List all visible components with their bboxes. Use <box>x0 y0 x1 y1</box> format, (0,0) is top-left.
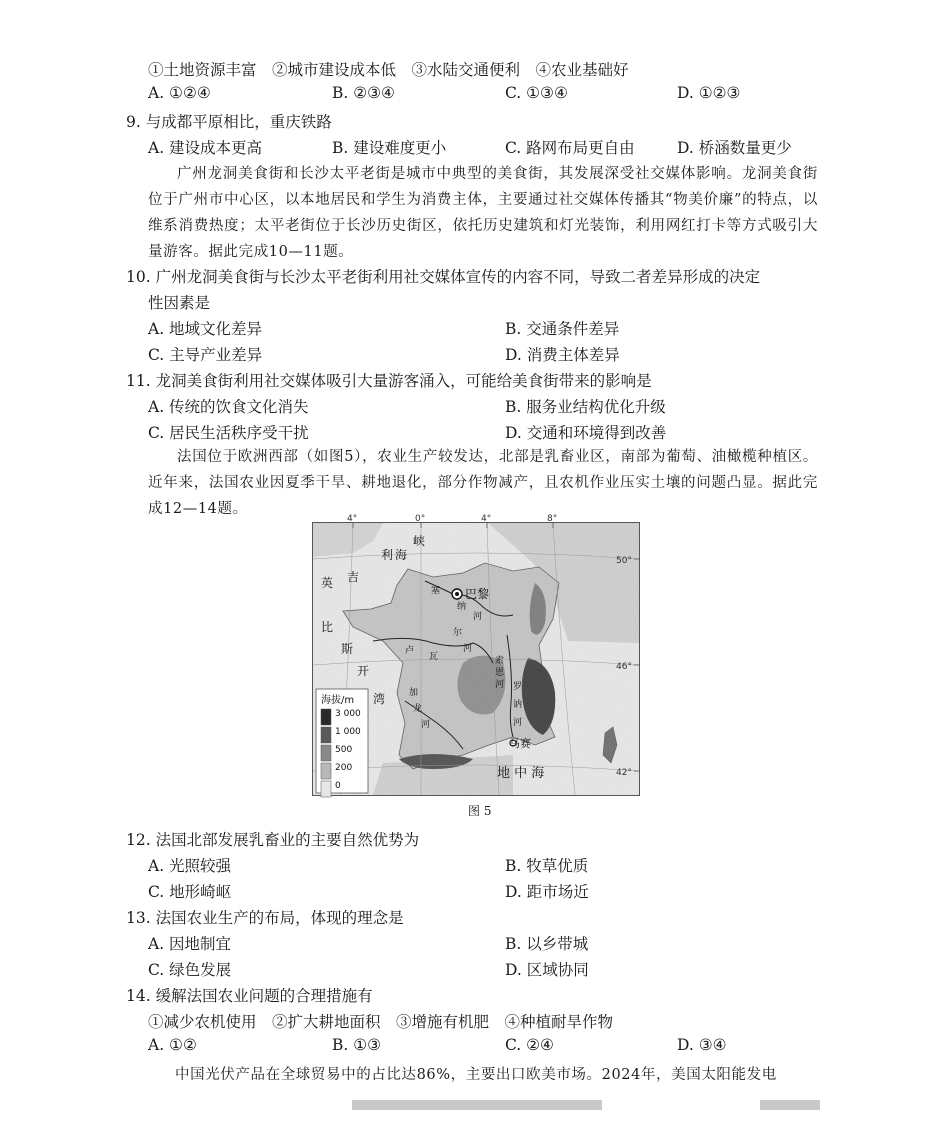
q11-option-b: B. 服务业结构优化升级 <box>505 398 666 416</box>
legend-swatches <box>321 709 331 797</box>
q12-option-a: A. 光照较强 <box>148 857 232 875</box>
q9-option-a: A. 建设成本更高 <box>148 139 263 157</box>
q10-option-b: B. 交通条件差异 <box>505 320 620 338</box>
lon-label-8e: 8° <box>547 514 558 524</box>
q12-option-b: B. 牧草优质 <box>505 857 589 875</box>
q14-option-c: C. ②④ <box>505 1036 554 1054</box>
q11-stem: 11. 龙洞美食街利用社交媒体吸引大量游客涌入，可能给美食街带来的影响是 <box>126 372 652 390</box>
q10-option-c: C. 主导产业差异 <box>148 346 263 364</box>
q9-option-d: D. 桥涵数量更少 <box>677 139 792 157</box>
label-garonne-2: 龙 <box>413 704 423 714</box>
q8-statements: ①土地资源丰富 ②城市建设成本低 ③水陆交通便利 ④农业基础好 <box>148 61 629 79</box>
q12-option-c: C. 地形崎岖 <box>148 883 232 901</box>
paris-marker-dot <box>455 592 459 596</box>
passage-10-11-text: 广州龙洞美食街和长沙太平老街是城市中典型的美食街，其发展深受社交媒体影响。龙洞美食街位于广州市中心区，以本地居民和学生为消费主体，主要通过社交媒体传播其“物美价廉”的特点，以维系消费热度；太平老街位于长沙历史街区，依托历史建筑和灯光装饰，利用网红打卡等方式吸引大量游客。据此完成10—11题。 <box>148 166 818 260</box>
legend-swatch <box>321 709 331 725</box>
legend-title: 海拔/m <box>321 695 355 706</box>
label-loire-4: 河 <box>463 644 473 654</box>
lon-label-4e: 4° <box>481 514 492 524</box>
label-garonne-1: 加 <box>409 688 419 698</box>
q14-option-b: B. ①③ <box>332 1036 382 1054</box>
legend-value-1000: 1 000 <box>335 727 361 737</box>
france-map-svg <box>313 514 639 795</box>
q9-option-c: C. 路网布局更自由 <box>505 139 635 157</box>
q14-option-a: A. ①② <box>148 1036 197 1054</box>
page-footer-blurred <box>352 1100 602 1110</box>
lon-label-0: 0° <box>415 514 426 524</box>
q14-stem: 14. 缓解法国农业问题的合理措施有 <box>126 987 373 1005</box>
q8-option-c: C. ①③④ <box>505 84 568 102</box>
passage-12-14 <box>148 444 818 522</box>
q14-option-d: D. ③④ <box>677 1036 727 1054</box>
label-biscay-2: 斯 <box>341 642 354 656</box>
elevation-legend <box>316 689 368 797</box>
passage-10-11 <box>148 161 818 265</box>
label-seine-1: 塞 <box>431 586 441 596</box>
q14-statements: ①减少农机使用 ②扩大耕地面积 ③增施有机肥 ④种植耐旱作物 <box>148 1013 614 1031</box>
q8-option-d: D. ①②③ <box>677 84 741 102</box>
q8-option-b: B. ②③④ <box>332 84 395 102</box>
figure-caption: 图 5 <box>468 804 492 818</box>
label-rhone-3: 河 <box>513 718 523 728</box>
legend-value-200: 200 <box>335 763 353 773</box>
label-loire-1: 卢 <box>405 646 415 656</box>
q9-stem: 9. 与成都平原相比，重庆铁路 <box>126 113 332 131</box>
legend-value-500: 500 <box>335 745 353 755</box>
q11-option-d: D. 交通和环境得到改善 <box>505 424 667 442</box>
label-paris: 巴黎 <box>465 587 490 601</box>
passage-next-start: 中国光伏产品在全球贸易中的占比达86%，主要出口欧美市场。2024年，美国太阳能发电 <box>175 1067 777 1083</box>
q12-stem: 12. 法国北部发展乳畜业的主要自然优势为 <box>126 831 420 849</box>
label-biscay-4: 湾 <box>373 692 386 706</box>
q13-stem: 13. 法国农业生产的布局，体现的理念是 <box>126 909 404 927</box>
label-biscay-3: 开 <box>357 664 370 678</box>
q10-stem-line2: 性因素是 <box>148 294 211 312</box>
q9-option-b: B. 建设难度更小 <box>332 139 447 157</box>
lon-label-4w: 4° <box>347 514 358 524</box>
label-saone-2: 恩 <box>495 668 505 678</box>
label-channel-5: 峡 <box>413 534 426 548</box>
legend-swatch <box>321 763 331 779</box>
q11-option-c: C. 居民生活秩序受干扰 <box>148 424 309 442</box>
q8-option-a: A. ①②④ <box>148 84 211 102</box>
legend-swatch <box>321 727 331 743</box>
label-channel-4: 海 <box>395 548 408 562</box>
q13-option-b: B. 以乡带城 <box>505 935 589 953</box>
q11-option-a: A. 传统的饮食文化消失 <box>148 398 309 416</box>
label-seine-3: 河 <box>473 612 483 622</box>
q13-option-c: C. 绿色发展 <box>148 961 232 979</box>
passage-12-14-text: 法国位于欧洲西部（如图5），农业生产较发达，北部是乳畜业区，南部为葡萄、油橄榄种植区。近年来，法国农业因夏季干旱、耕地退化，部分作物减产，且农机作业压实土壤的问题凸显。据此完成12—14题。 <box>148 449 818 517</box>
label-channel-2: 吉 <box>347 570 360 584</box>
page-number-blurred <box>760 1100 820 1110</box>
label-garonne-3: 河 <box>421 720 431 730</box>
q10-option-d: D. 消费主体差异 <box>505 346 620 364</box>
label-rhone-1: 罗 <box>513 682 523 692</box>
legend-value-0: 0 <box>335 781 341 791</box>
label-rhone-2: 讷 <box>513 700 523 710</box>
lat-label-50: 50° <box>616 556 632 566</box>
label-seine-2: 纳 <box>457 602 467 612</box>
label-marseille: 马赛 <box>509 737 531 750</box>
label-loire-3: 尔 <box>453 628 463 638</box>
france-relief-map <box>312 514 640 796</box>
q13-option-d: D. 区域协同 <box>505 961 589 979</box>
legend-value-3000: 3 000 <box>335 709 361 719</box>
lat-label-42: 42° <box>616 768 632 778</box>
label-channel-3: 利 <box>381 548 394 562</box>
label-saone-1: 索 <box>495 656 505 666</box>
label-biscay-1: 比 <box>321 620 334 634</box>
q10-stem-line1: 10. 广州龙洞美食街与长沙太平老街利用社交媒体宣传的内容不同，导致二者差异形成的决定 <box>126 268 761 286</box>
label-channel-1: 英 <box>321 576 334 590</box>
q13-option-a: A. 因地制宜 <box>148 935 232 953</box>
label-saone-3: 河 <box>495 680 505 690</box>
lat-label-46: 46° <box>616 662 632 672</box>
q12-option-d: D. 距市场近 <box>505 883 589 901</box>
label-mediterranean: 地 中 海 <box>497 766 545 781</box>
label-loire-2: 瓦 <box>429 652 439 662</box>
legend-swatch <box>321 781 331 797</box>
q10-option-a: A. 地域文化差异 <box>148 320 263 338</box>
legend-swatch <box>321 745 331 761</box>
